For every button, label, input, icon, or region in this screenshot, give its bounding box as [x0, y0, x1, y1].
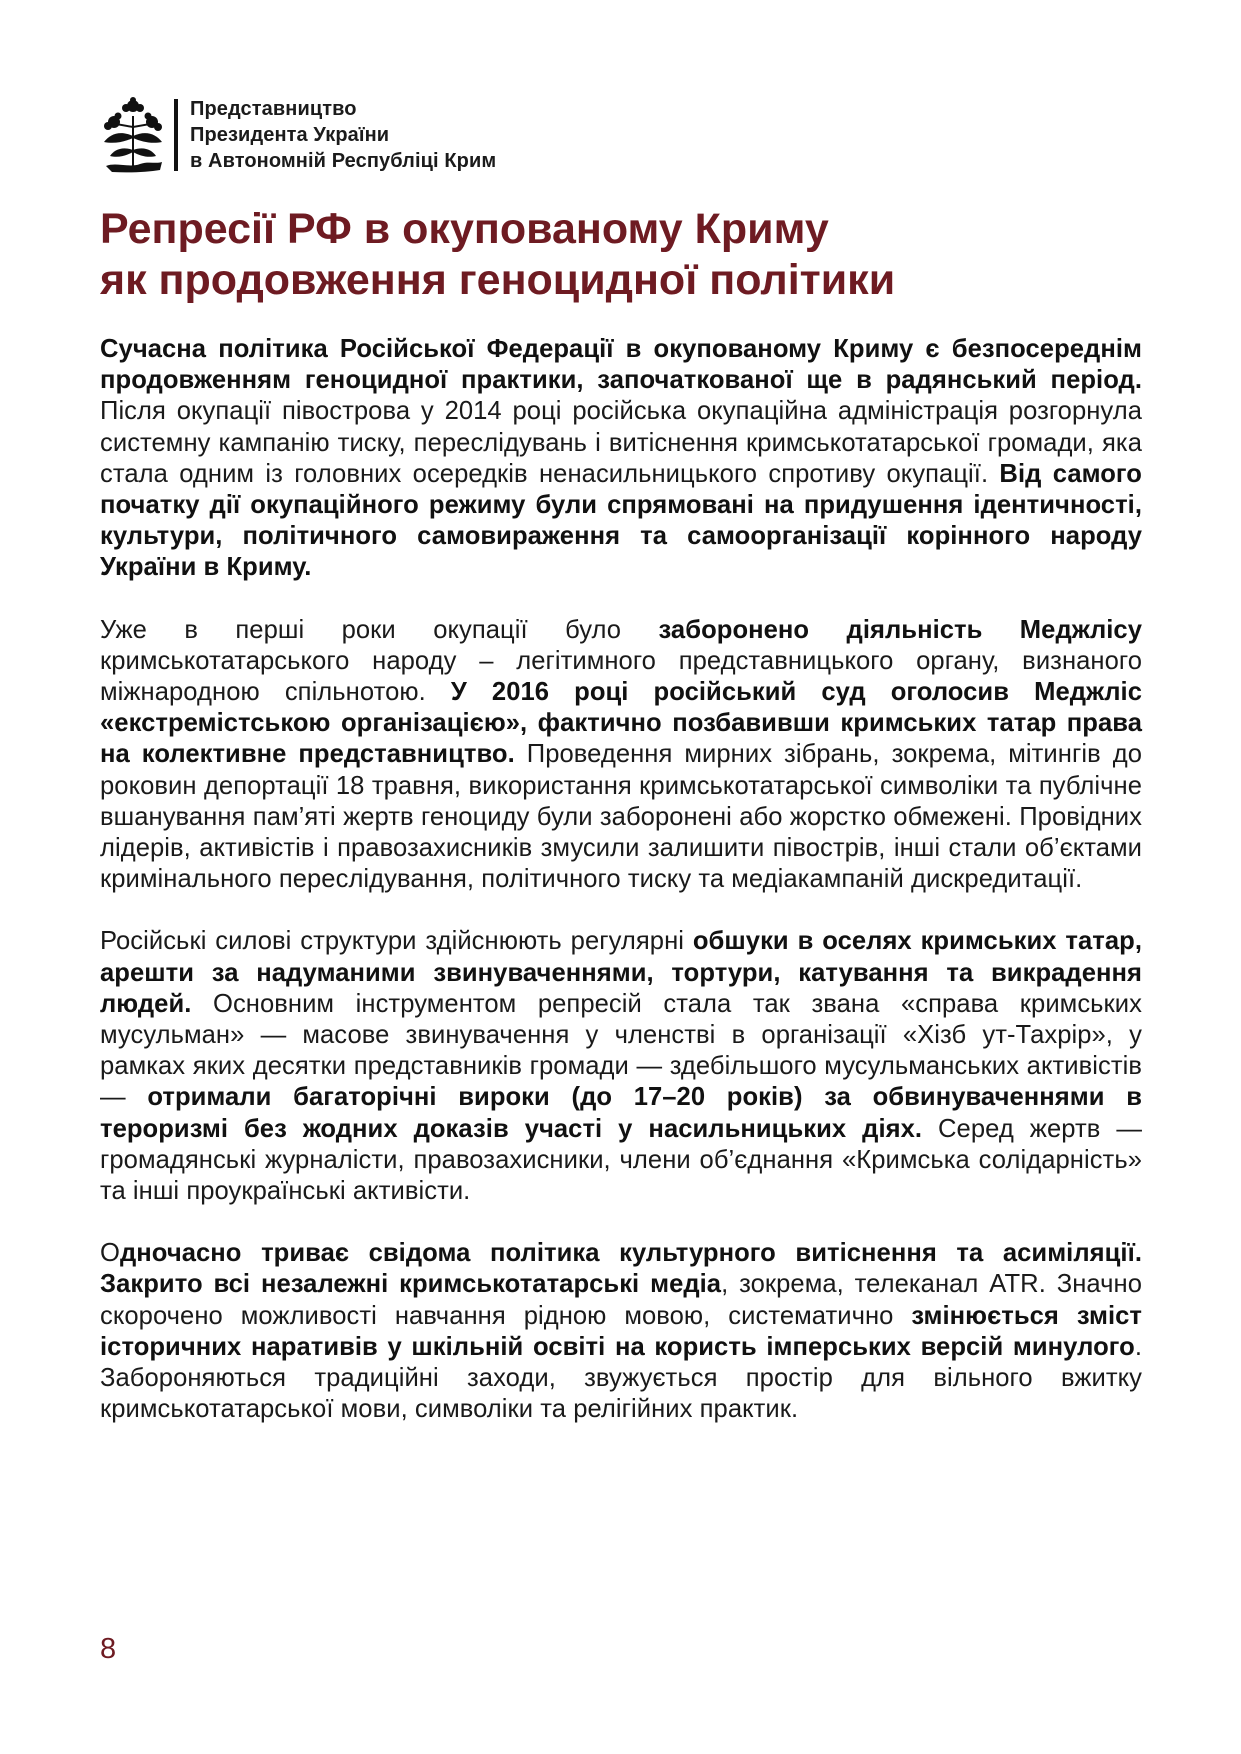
text-run: отримали багаторічні вироки (до 17–20 років) за обвинуваченнями в тероризмі без жодних доказів участі у насильницьких діях. — [100, 1083, 1142, 1143]
paragraph-4 — [100, 1238, 1142, 1425]
header — [100, 96, 496, 174]
text-run: . Забороняються традиційні заходи, звужується простір для вільного вжитку кримськотатарської мови, символіки та релігійних практик. — [100, 1332, 1142, 1424]
text-run: , зокрема, телеканал ATR. Значно скорочено можливості навчання рідною мовою, систематично — [100, 1270, 1142, 1330]
text-run: Від самого початку дії окупаційного режиму були спрямовані на придушення ідентичності, культури, політичного самовираження та самоорганізації корінного народу України в Криму. — [100, 459, 1142, 582]
article-body — [100, 334, 1142, 1457]
page-title — [100, 204, 1140, 306]
page-number: 8 — [100, 1633, 117, 1665]
text-run: змінюється зміст історичних наративів у шкільній освіті на користь імперських версій минулого — [100, 1301, 1142, 1361]
title-line-2: як продовження геноцидної політики — [100, 256, 896, 304]
text-run: заборонено діяльність Меджлісу — [658, 615, 1142, 644]
org-line-2: Президента України — [190, 124, 390, 146]
text-run: Уже в перші роки окупації було — [100, 615, 659, 644]
header-divider — [174, 99, 178, 171]
crimean-flower-emblem-icon — [100, 96, 166, 174]
title-line-1: Репресії РФ в окупованому Криму — [100, 205, 829, 253]
text-run: Проведення мирних зібрань, зокрема, мітингів до роковин депортації 18 травня, використання кримськотатарської символіки та публічне вшанування пам’яті жертв геноциду були заборонені або жорстко обмежені. Провідних лідерів, активістів і правозахисників змусили залишити півострів, інші стали об’єктами кримінального переслідування, політичного тиску та медіакампаній дискредитації. — [100, 740, 1142, 894]
paragraph-1 — [100, 334, 1142, 584]
org-line-1: Представництво — [190, 98, 357, 120]
text-run: кримськотатарського народу – легітимного представницького органу, визнаного міжнародною спільнотою. — [100, 646, 1142, 707]
paragraph-3 — [100, 926, 1142, 1207]
text-run: Основним інструментом репресій стала так звана «справа кримських мусульман» — масове звинувачення у членстві в організації «Хізб ут-Тахрір», у рамках яких десятки представників громади — здебільшого мусульманських активістів — — [100, 989, 1142, 1112]
text-run: дночасно триває свідома політика культурного витіснення та асиміляції. Закрито всі незалежні кримськотатарські медіа — [100, 1239, 1142, 1299]
text-run: Російські силові структури здійснюють регулярні — [100, 927, 693, 956]
org-line-3: в Автономній Республіці Крим — [190, 150, 497, 172]
text-run: Після окупації півострова у 2014 році російська окупаційна адміністрація розгорнула системну кампанію тиску, переслідувань і витіснення кримськотатарської громади, яка стала одним із головних осередків ненасильницького спротиву окупації. — [100, 397, 1142, 488]
organization-name — [190, 96, 496, 174]
text-run: обшуки в оселях кримських татар, арешти за надуманими звинуваченнями, тортури, катування та викрадення людей. — [100, 927, 1142, 1018]
text-run: Сучасна політика Російської Федерації в окупованому Криму є безпосереднім продовженням геноцидної практики, започаткованої ще в радянський період. — [100, 335, 1142, 395]
paragraph-2 — [100, 615, 1142, 896]
text-run: У 2016 році російський суд оголосив Меджліс «екстремістською організацією», фактично позбавивши кримських татар права на колективне представництво. — [100, 678, 1142, 769]
text-run: Серед жертв — громадянські журналісти, правозахисники, члени об’єднання «Кримська солідарність» та інші проукраїнські активісти. — [100, 1114, 1142, 1206]
text-run: О — [100, 1239, 120, 1268]
